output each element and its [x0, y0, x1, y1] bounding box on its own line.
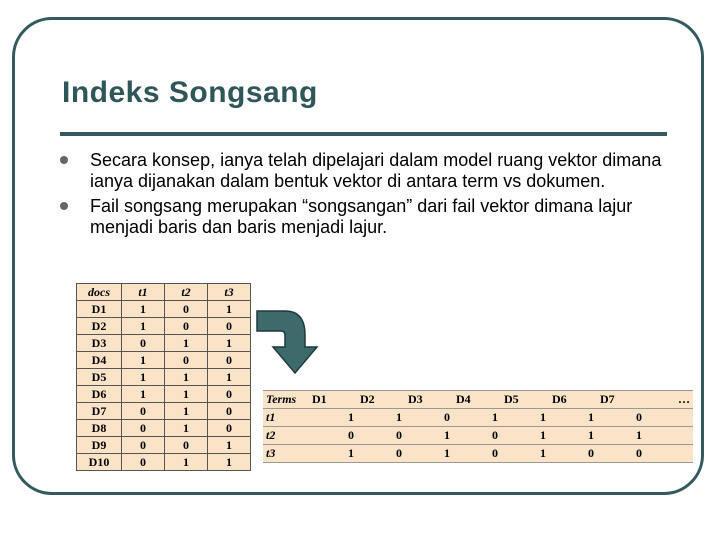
table-cell: t1	[263, 409, 309, 427]
table-row	[77, 301, 251, 318]
table-cell: 0	[357, 445, 405, 463]
table-cell: 1	[309, 445, 357, 463]
table-cell: 1	[208, 301, 251, 318]
table-cell: 0	[549, 445, 597, 463]
table-cell: 0	[165, 352, 208, 369]
table-cell: D1	[77, 301, 122, 318]
curved-down-arrow-icon	[255, 305, 325, 377]
table-cell: 0	[597, 445, 645, 463]
table-row	[77, 454, 251, 471]
table-row	[77, 386, 251, 403]
table-row	[77, 403, 251, 420]
table-cell: 0	[208, 420, 251, 437]
bullet-list	[60, 150, 670, 242]
table-header-cell: D7	[597, 391, 645, 409]
table-cell: 1	[597, 427, 645, 445]
table-cell: 0	[122, 437, 165, 454]
bullet-item	[60, 196, 670, 238]
table-cell: 0	[208, 403, 251, 420]
table-cell: 0	[208, 386, 251, 403]
table-row	[77, 318, 251, 335]
table-cell: D2	[77, 318, 122, 335]
table-cell	[645, 409, 693, 427]
table-header-cell: t2	[165, 284, 208, 301]
bullet-text: Secara konsep, ianya telah dipelajari dalam model ruang vektor dimana ianya dijanakan dalam bentuk vektor di antara term vs dokumen.	[90, 150, 662, 191]
table-cell: D7	[77, 403, 122, 420]
table-cell: 1	[165, 386, 208, 403]
table-row	[263, 427, 693, 445]
table-cell: 0	[165, 437, 208, 454]
table-cell: 1	[208, 437, 251, 454]
table-cell: D9	[77, 437, 122, 454]
table-cell: t2	[263, 427, 309, 445]
table-cell: 1	[122, 318, 165, 335]
term-doc-table	[263, 390, 693, 463]
table-header-cell: D4	[453, 391, 501, 409]
table-cell: 1	[405, 427, 453, 445]
table-cell: 0	[165, 318, 208, 335]
table-header-cell: t1	[122, 284, 165, 301]
table-row	[77, 352, 251, 369]
table-row	[77, 335, 251, 352]
table-cell: 0	[453, 445, 501, 463]
table-cell: 0	[122, 454, 165, 471]
table-row	[263, 409, 693, 427]
table-cell: 1	[165, 454, 208, 471]
table-cell: 0	[208, 352, 251, 369]
slide-title: Indeks Songsang	[62, 76, 318, 109]
table-header-cell: docs	[77, 284, 122, 301]
table-header-row	[77, 284, 251, 301]
table-cell: 0	[208, 318, 251, 335]
table-cell	[645, 445, 693, 463]
table-cell: D5	[77, 369, 122, 386]
table-header-cell: t3	[208, 284, 251, 301]
bullet-dot-icon	[60, 202, 68, 210]
bullet-text: Fail songsang merupakan “songsangan” dari fail vektor dimana lajur menjadi baris dan baris menjadi lajur.	[90, 196, 633, 237]
table-cell: 0	[165, 301, 208, 318]
table-cell: 1	[405, 445, 453, 463]
table-cell: 1	[165, 403, 208, 420]
table-header-cell: Terms	[263, 391, 309, 409]
table-row	[77, 369, 251, 386]
table-cell: 1	[122, 369, 165, 386]
table-cell: 1	[165, 420, 208, 437]
table-cell: 1	[122, 352, 165, 369]
table-cell: 1	[208, 369, 251, 386]
table-cell: 0	[357, 427, 405, 445]
table-cell: 1	[501, 409, 549, 427]
table-cell: D10	[77, 454, 122, 471]
table-cell: t3	[263, 445, 309, 463]
table-header-cell: D1	[309, 391, 357, 409]
table-cell: 1	[165, 335, 208, 352]
table-cell: 0	[122, 420, 165, 437]
table-header-cell: …	[645, 391, 693, 409]
table-cell: 0	[122, 335, 165, 352]
bullet-dot-icon	[60, 156, 68, 164]
table-cell: 1	[549, 409, 597, 427]
table-header-cell: D5	[501, 391, 549, 409]
table-cell: 0	[309, 427, 357, 445]
table-header-row	[263, 391, 693, 409]
doc-term-table	[76, 283, 251, 471]
table-cell: 0	[453, 427, 501, 445]
table-header-cell: D2	[357, 391, 405, 409]
table-row	[77, 437, 251, 454]
table-cell: D6	[77, 386, 122, 403]
table-cell: 1	[208, 454, 251, 471]
table-cell: D4	[77, 352, 122, 369]
table-cell: 1	[122, 386, 165, 403]
table-cell: 1	[208, 335, 251, 352]
table-cell: 0	[405, 409, 453, 427]
table-cell: 0	[122, 403, 165, 420]
table-cell: 1	[453, 409, 501, 427]
table-row	[263, 445, 693, 463]
title-divider	[60, 132, 667, 136]
table-header-cell: D3	[405, 391, 453, 409]
table-cell: 1	[357, 409, 405, 427]
table-cell: 1	[122, 301, 165, 318]
table-cell: 1	[549, 427, 597, 445]
table-cell: 0	[597, 409, 645, 427]
table-cell	[645, 427, 693, 445]
table-cell: 1	[165, 369, 208, 386]
table-cell: 1	[501, 445, 549, 463]
table-cell: D3	[77, 335, 122, 352]
table-cell: D8	[77, 420, 122, 437]
table-cell: 1	[309, 409, 357, 427]
table-cell: 1	[501, 427, 549, 445]
bullet-item	[60, 150, 670, 192]
table-header-cell: D6	[549, 391, 597, 409]
table-row	[77, 420, 251, 437]
